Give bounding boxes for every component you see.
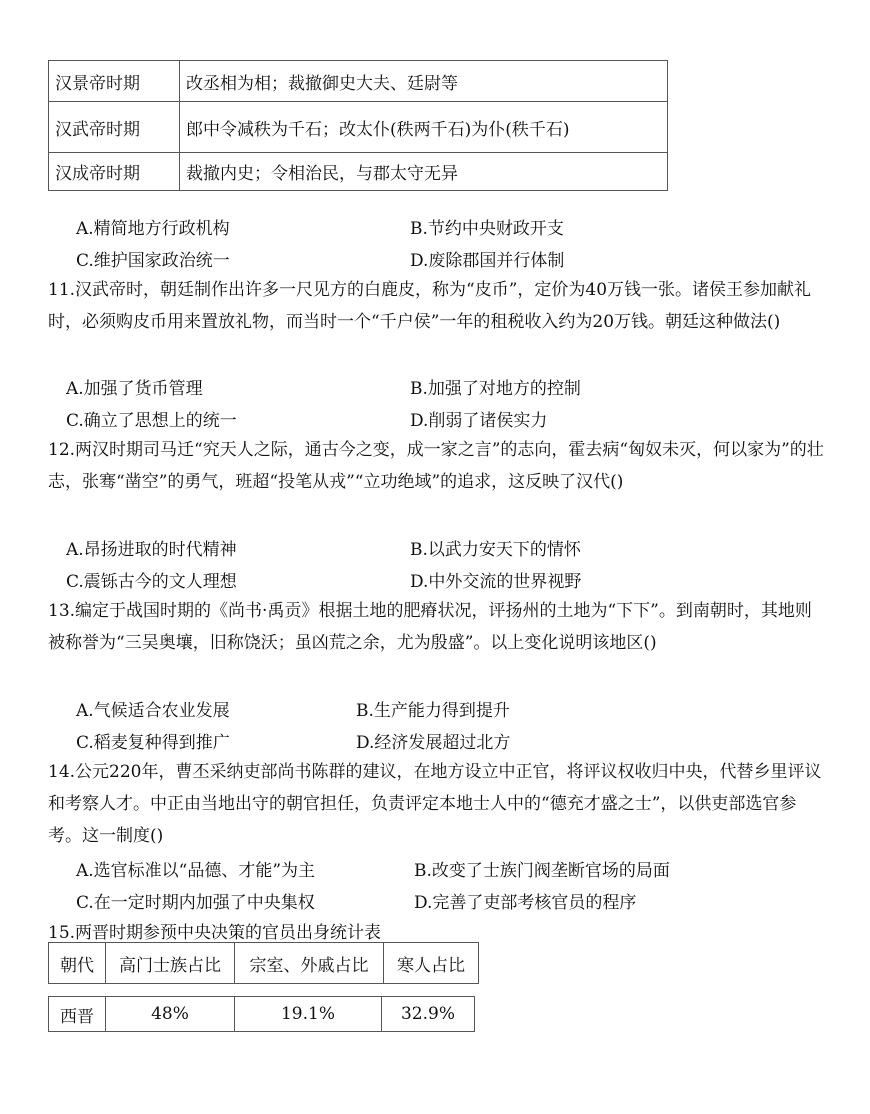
table-cell: 汉成帝时期 (49, 153, 180, 191)
table-cell: 西晋 (49, 997, 106, 1032)
table-cell: 48% (106, 997, 235, 1032)
q12-option-c: C.震铄古今的文人理想 (66, 572, 237, 592)
table-cell: 32.9% (382, 997, 475, 1032)
table-cell: 郎中令减秩为千石；改太仆(秩两千石)为仆(秩千石) (180, 102, 668, 153)
q12-stem: 12.两汉时期司马迁“究天人之际，通古今之变，成一家之言”的志向，霍去病“匈奴未灭，何以家为”的壮志，张骞“凿空”的勇气，班超“投笔从戎”“立功绝域”的追求，这反映了汉代() (48, 440, 824, 492)
q11-stem: 11.汉武帝时，朝廷制作出许多一尺见方的白鹿皮，称为“皮币”，定价为40万钱一张。诸侯王参加献礼时，必须购皮币用来置放礼物，而当时一个“千户侯”一年的租税收入约为20万钱。朝廷这种做法() (48, 280, 812, 332)
q11-option-d: D.削弱了诸侯实力 (410, 411, 548, 431)
q14-option-a: A.选官标准以“品德、才能”为主 (76, 861, 316, 881)
q13-option-a: A.气候适合农业发展 (76, 701, 230, 721)
table-cell: 改丞相为相；裁撤御史大夫、廷尉等 (180, 61, 668, 102)
q13-option-b: B.生产能力得到提升 (356, 701, 510, 721)
table-row (49, 943, 479, 984)
q13-option-d: D.经济发展超过北方 (356, 733, 511, 753)
q11-option-c: C.确立了思想上的统一 (66, 411, 237, 431)
table-cell: 19.1% (235, 997, 382, 1032)
q14-option-b: B.改变了士族门阀垄断官场的局面 (414, 861, 670, 881)
q10-option-d: D.废除郡国并行体制 (410, 251, 565, 271)
q14-option-d: D.完善了吏部考核官员的程序 (414, 893, 637, 913)
q10-option-a: A.精简地方行政机构 (76, 219, 230, 239)
q14-option-c: C.在一定时期内加强了中央集权 (76, 893, 315, 913)
q12-option-b: B.以武力安天下的情怀 (410, 540, 581, 560)
table-cell: 汉武帝时期 (49, 102, 180, 153)
q15-stem: 15.两晋时期参预中央决策的官员出身统计表 (48, 923, 382, 943)
table-header-cell: 宗室、外戚占比 (235, 943, 384, 984)
q12-option-d: D.中外交流的世界视野 (410, 572, 582, 592)
table-row (49, 153, 668, 191)
table-row (49, 102, 668, 153)
table-cell: 汉景帝时期 (49, 61, 180, 102)
q13-option-c: C.稻麦复种得到推广 (76, 733, 230, 753)
table-header-cell: 朝代 (49, 943, 106, 984)
q13-stem: 13.编定于战国时期的《尚书·禹贡》根据土地的肥瘠状况，评扬州的土地为“下下”。到南朝时，其地则被称誉为“三吴奥壤，旧称饶沃；虽凶荒之余，尤为殷盛”。以上变化说明该地区() (48, 601, 812, 653)
table-cell: 裁撤内史；令相治民，与郡太守无异 (180, 153, 668, 191)
q10-option-b: B.节约中央财政开支 (410, 219, 564, 239)
q11-option-a: A.加强了货币管理 (66, 379, 203, 399)
q15-data-table (48, 996, 475, 1032)
table-header-cell: 寒人占比 (384, 943, 479, 984)
table-row (49, 61, 668, 102)
q10-option-c: C.维护国家政治统一 (76, 251, 230, 271)
q11-option-b: B.加强了对地方的控制 (410, 379, 581, 399)
table-row (49, 997, 475, 1032)
table-header-cell: 高门士族占比 (106, 943, 235, 984)
q14-stem: 14.公元220年，曹丕采纳吏部尚书陈群的建议，在地方设立中正官，将评议权收归中央，代替乡里评议和考察人才。中正由当地出守的朝官担任，负责评定本地士人中的“德充才盛之士”，以供吏部选官参考。这一制度() (48, 762, 822, 846)
q15-header-table (48, 942, 479, 984)
q12-option-a: A.昂扬进取的时代精神 (66, 540, 237, 560)
reform-table (48, 60, 668, 191)
